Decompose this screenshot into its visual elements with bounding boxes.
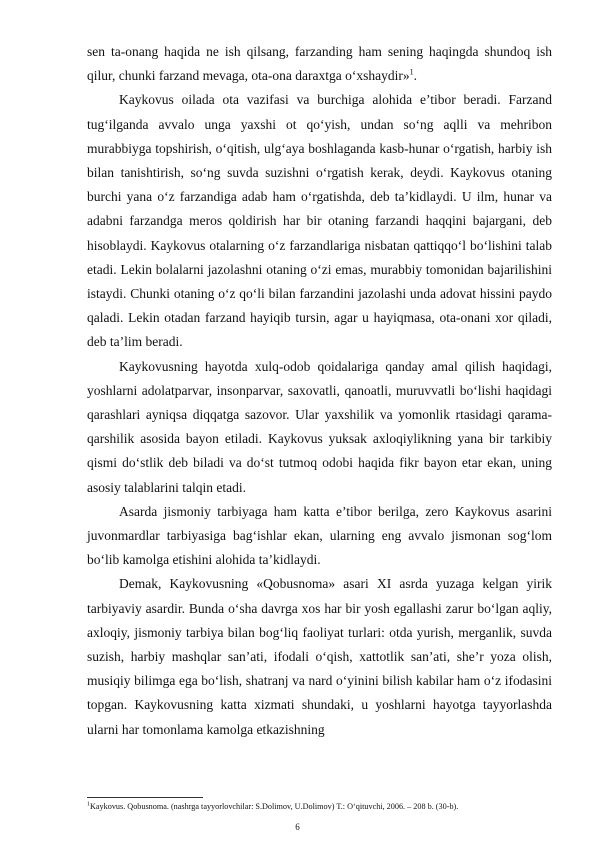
paragraph-text: sen ta-onang haqida ne ish qilsang, farzanding ham sening haqingda shundoq ish qilur, chunki farzand mevaga, ota-ona daraxtga o‘xshaydir» — [87, 44, 552, 84]
paragraph-physical-education: Asarda jismoniy tarbiyaga ham katta e’tibor berilga, zero Kaykovus asarini juvonmardlar tarbiyasiga bag‘ishlar ekan, ularning eng avvalo jismonan sog‘lom bo‘lib kamolga etishini alohida ta’kidlaydi. — [87, 503, 552, 568]
paragraph-father-duty: Kaykovus oilada ota vazifasi va burchiga alohida e’tibor beradi. Farzand tug‘ilganda avvalo unga yaxshi ot qo‘yish, undan so‘ng aqlli va mehribon murabbiyga topshirish, o‘qitish, ulg‘aya boshlaganda kasb-hunar o‘rgatish, harbiy ish bilan tanishtirish, so‘ng suvda suzishni o‘rgatish kerak, deydi. Kaykovus otaning burchi yana o‘z farzandiga adab ham o‘rgatishda, deb ta’kidlaydi. U ilm, hunar va adabni farzandga meros qoldirish har bir otaning farzandi haqqini bajargani, deb hisoblaydi. Kaykovus otalarning o‘z farzandlariga nisbatan qattiqqo‘l bo‘lishini talab etadi. Lekin bolalarni jazolashni otaning o‘zi emas, murabbiy tomonidan bajarilishini istaydi. Chunki otaning o‘z qo‘li bilan farzandini jazolashi unda adovat hissini paydo qaladi. Lekin otadan farzand hayiqib tursin, agar u hayiqmasa, ota-onani xor qiladi, deb ta’lim beradi. — [87, 92, 552, 350]
footnote-reference[interactable]: 1 — [409, 67, 414, 77]
paragraph-moral-rules: Kaykovusning hayotda xulq-odob qoidalariga qanday amal qilish haqidagi, yoshlarni adolatparvar, insonparvar, saxovatli, qanoatli, muruvvatli bo‘lishi haqidagi qarashlari ayniqsa diqqatga sazovor. Ular yaxshilik va yomonlik rtasidagi qarama-qarshilik asosida bayon etiladi. Kaykovus yuksak axloqiylikning yana bir tarkibiy qismi do‘stlik deb biladi va do‘st tutmoq odobi haqida fikr bayon etar ekan, uning asosiy talablarini talqin etadi. — [87, 358, 552, 495]
paragraph-conclusion: Demak, Kaykovusning «Qobusnoma» asari XI asrda yuzaga kelgan yirik tarbiyaviy asardir. Bunda o‘sha davrga xos har bir yosh egallashi zarur bo‘lgan aqliy, axloqiy, jismoniy tarbiya bilan bog‘liq faoliyat turlari: otda yurish, merganlik, suvda suzish, harbiy mashqlar san’ati, ifodali o‘qish, xattotlik san’ati, she’r yoza olish, musiqiy bilimga ega bo‘lish, shatranj va nard o‘yinini bilish kabilar ham o‘z ifodasini topgan. Kaykovusning katta xizmati shundaki, u yoshlarni hayotga tayyorlashda ularni har tomonlama kamolga etkazishning — [87, 576, 552, 737]
footnote-mark: 1 — [87, 801, 90, 808]
footnote-text: Kaykovus. Qobusnoma. (nashrga tayyorlovchilar: S.Dolimov, U.Dolimov) T.: O‘qituvchi, 2006. – 208 b. (30-b). — [90, 802, 459, 811]
footnote — [87, 801, 557, 812]
footnote-divider — [87, 797, 203, 798]
page-number: 6 — [295, 822, 300, 832]
page-body — [87, 40, 552, 742]
paragraph-continuation: sen ta-onang haqida ne ish qilsang, farzanding ham sening haqingda shundoq ish qilur, chunki farzand mevaga, ota-ona daraxtga o‘xshaydir»$^1$. — [87, 44, 552, 84]
